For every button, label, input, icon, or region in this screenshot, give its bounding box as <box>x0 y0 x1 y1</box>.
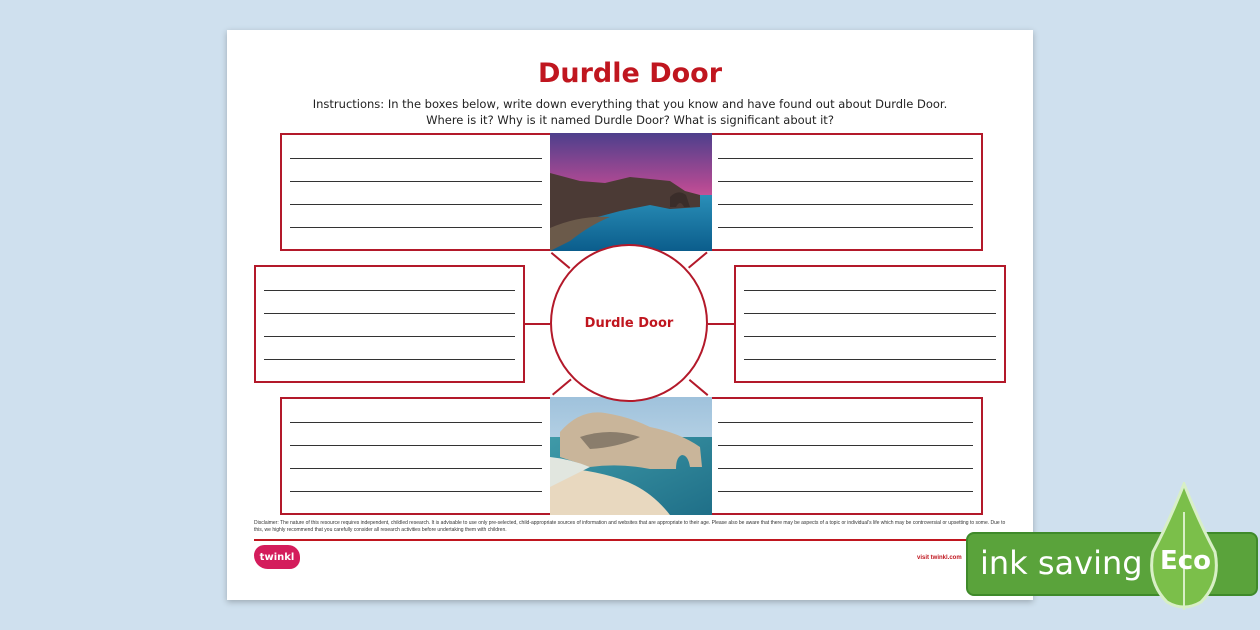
writing-line <box>718 468 973 469</box>
connector-bottom-right <box>689 379 708 396</box>
footer-divider <box>254 539 1005 541</box>
writing-line <box>718 491 973 492</box>
instructions-line-2: Where is it? Why is it named Durdle Door? What is significant about it? <box>426 113 834 127</box>
connector-bottom-left <box>552 379 571 396</box>
writing-line <box>264 313 515 314</box>
writing-line <box>718 181 973 182</box>
writing-line <box>264 336 515 337</box>
instructions <box>257 96 1003 128</box>
writing-box-middle-left[interactable] <box>254 265 525 383</box>
center-circle <box>550 244 708 402</box>
writing-line <box>718 158 973 159</box>
writing-box-bottom-left[interactable] <box>280 397 552 515</box>
durdle-door-beach-photo <box>550 397 712 515</box>
writing-line <box>290 422 542 423</box>
instructions-line-1: Instructions: In the boxes below, write down everything that you know and have found out about Durdle Door. <box>312 97 948 111</box>
writing-line <box>264 359 515 360</box>
writing-line <box>290 158 542 159</box>
disclaimer: Disclaimer: The nature of this resource requires independent, childled research. It is advisable to use only pre-selected, child-appropriate sources of information and websites that are appropriate to their age. Please also be aware that there may be aspects of a topic or individual's life which may be controversial or upsetting to some. Due to this, we highly recommend that you carefully consider all research activities before undertaking them with children. <box>254 520 1006 533</box>
writing-line <box>290 445 542 446</box>
twinkl-logo[interactable] <box>254 545 300 569</box>
writing-line <box>744 290 996 291</box>
writing-line <box>744 313 996 314</box>
durdle-door-sunset-photo <box>550 133 712 251</box>
writing-line <box>264 290 515 291</box>
writing-box-top-left[interactable] <box>280 133 552 251</box>
writing-line <box>718 227 973 228</box>
ink-saving-text: ink saving <box>980 544 1143 582</box>
writing-line <box>290 204 542 205</box>
center-label: Durdle Door <box>584 315 674 331</box>
eco-label: Eco <box>1160 546 1212 576</box>
visit-link[interactable]: visit twinkl.com <box>917 555 962 561</box>
connector-top-right <box>688 252 707 269</box>
writing-line <box>718 422 973 423</box>
page-title: Durdle Door <box>537 58 723 89</box>
writing-line <box>744 359 996 360</box>
writing-box-bottom-right[interactable] <box>708 397 983 515</box>
writing-box-top-right[interactable] <box>708 133 983 251</box>
writing-line <box>290 468 542 469</box>
connector-left <box>524 323 550 325</box>
connector-top-left <box>551 252 570 269</box>
writing-box-middle-right[interactable] <box>734 265 1006 383</box>
writing-line <box>718 204 973 205</box>
writing-line <box>290 491 542 492</box>
sunset-photo-graphic <box>550 133 712 251</box>
writing-line <box>744 336 996 337</box>
beach-photo-graphic <box>550 397 712 515</box>
connector-right <box>708 323 734 325</box>
writing-line <box>290 181 542 182</box>
writing-line <box>290 227 542 228</box>
twinkl-logo-text: twinkl <box>259 551 295 563</box>
worksheet-page <box>227 30 1033 600</box>
writing-line <box>718 445 973 446</box>
